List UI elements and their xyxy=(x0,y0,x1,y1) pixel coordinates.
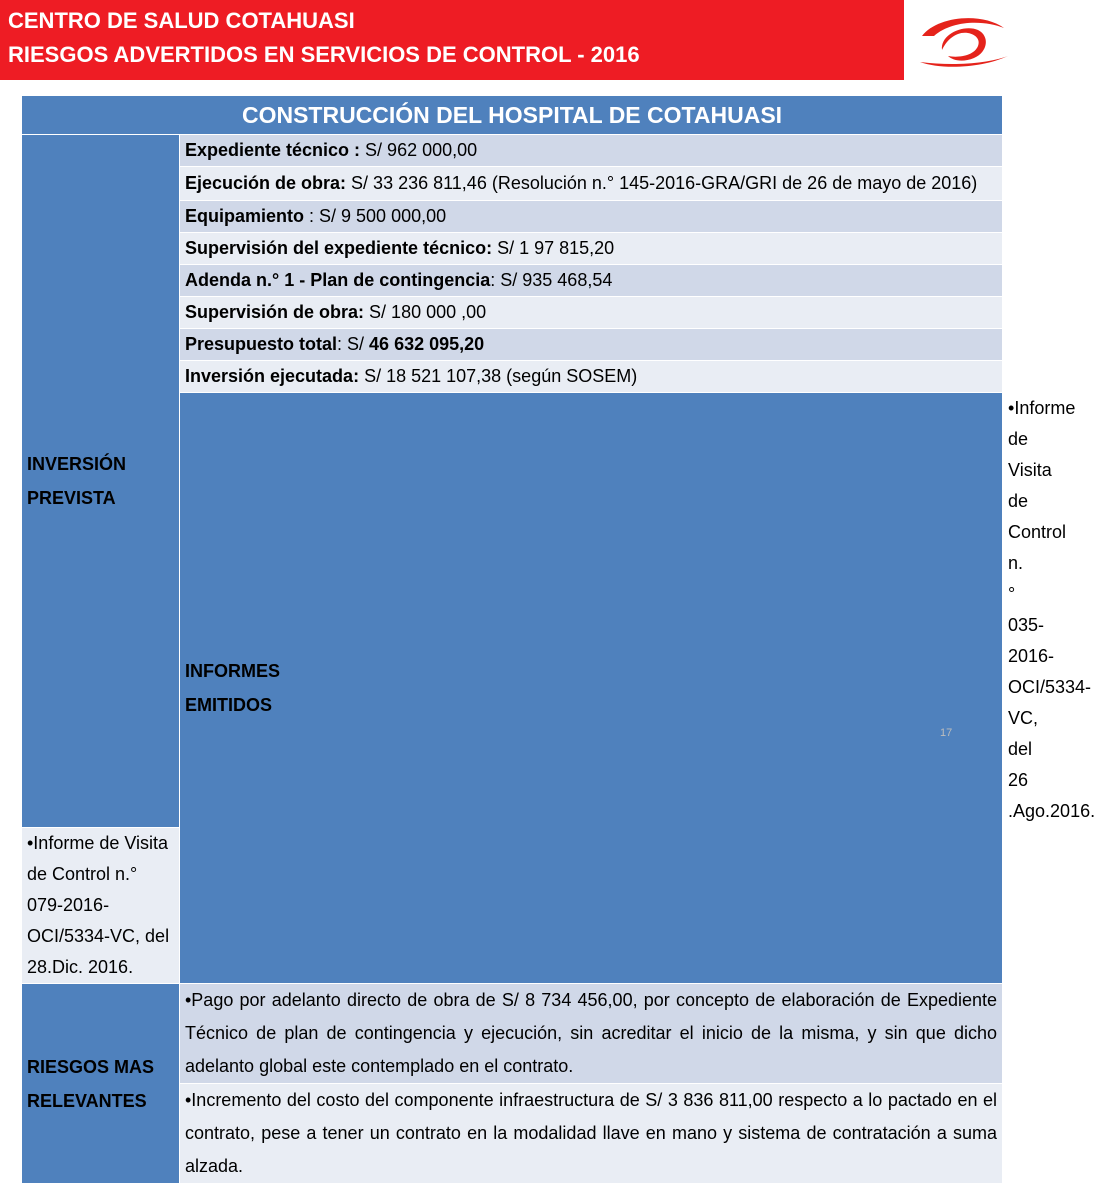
table-row: •Informe de Visita de Control n.° 079-2016-OCI/5334-VC, del 28.Dic. 2016. xyxy=(22,828,180,984)
table-row xyxy=(180,135,1003,167)
table-row: •Pago por adelanto directo de obra de S/ 8 734 456,00, por concepto de elaboración de Expediente Técnico de plan de contingencia y ejecución, sin acreditar el inicio de la misma, y sin que dicho adelanto global este contemplado en el contrato. xyxy=(180,984,1003,1084)
row-value-bold: 46 632 095,20 xyxy=(369,334,485,354)
table-row xyxy=(180,265,1003,297)
table-row: •Incremento del costo del componente infraestructura de S/ 3 836 811,00 respecto a lo pactado en el contrato, pese a tener un contrato en la modalidad llave en mano y sistema de contratación a suma alzada. xyxy=(180,1084,1003,1184)
table-row xyxy=(180,201,1003,233)
riesgos-label-line2: RELEVANTES xyxy=(27,1090,147,1111)
row-label: Ejecución de obra: xyxy=(185,173,347,193)
row-label: Presupuesto total xyxy=(185,334,338,354)
row-label: Equipamiento xyxy=(185,206,305,226)
row-value: S/ 1 97 815,20 xyxy=(492,238,615,258)
row-value: S/ 962 000,00 xyxy=(360,140,478,160)
row-value: S/ 18 521 107,38 (según SOSEM) xyxy=(359,366,638,386)
riesgos-label xyxy=(22,984,180,1184)
inversion-label-line2: PREVISTA xyxy=(27,488,116,508)
row-value: : S/ 9 500 000,00 xyxy=(304,206,447,226)
table-row xyxy=(180,233,1003,265)
informes-label xyxy=(180,393,1003,984)
header-title: CENTRO DE SALUD COTAHUASI xyxy=(8,8,355,33)
row-label: Supervisión de obra: xyxy=(185,302,365,322)
row-label: Adenda n.° 1 - Plan de contingencia xyxy=(185,270,491,290)
row-label: Supervisión del expediente técnico: xyxy=(185,238,493,258)
row-label: Inversión ejecutada: xyxy=(185,366,360,386)
table-row xyxy=(180,329,1003,361)
table-title: CONSTRUCCIÓN DEL HOSPITAL DE COTAHUASI xyxy=(22,96,1003,135)
table-row xyxy=(180,361,1003,393)
informes-label-line1: INFORMES xyxy=(185,661,281,681)
riesgos-label-line1: RIESGOS MAS xyxy=(27,1056,155,1077)
row-value: : S/ xyxy=(337,334,370,354)
header-bar xyxy=(0,0,904,80)
header-subtitle: RIESGOS ADVERTIDOS EN SERVICIOS DE CONTROL - 2016 xyxy=(8,42,640,67)
row-label: Expediente técnico : xyxy=(185,140,361,160)
swoosh-logo-icon xyxy=(912,6,1016,74)
row-value: S/ 33 236 811,46 (Resolución n.° 145-2016-GRA/GRI de 26 de mayo de 2016) xyxy=(346,173,978,193)
page-number: 17 xyxy=(940,727,953,739)
table-row xyxy=(180,167,1003,201)
inversion-label xyxy=(22,135,180,828)
informes-label-line2: EMITIDOS xyxy=(185,695,273,715)
row-value: S/ 180 000 ,00 xyxy=(364,302,487,322)
hospital-table: CONSTRUCCIÓN DEL HOSPITAL DE COTAHUASI INVERSIÓN PREVISTA Expediente técnico : S/ 962 000,00 Ejecución de obra: S/ 33 236 811,46 (Resolución n.° 145-2016-GRA/GRI de 26 de mayo de 2016) Equipamiento : S/ 9 500 000,00 Supervisión del expediente técnico: S/ 1 97 815,20 Adenda n.° 1 - Plan de contingencia: S/ 935 468,54 Supervisión de obra: S/ 180 000 ,00 Presupuesto total: S/ 46 632 095,20 Inversión ejecutada: S/ 18 521 107,38 (según SOSEM) INFORMES EMITIDOS •Informe de Visita de Control n.° 035-2016-OCI/5334-VC, del 26 .Ago.2016. •Informe de Visita de Control n.° 079-2016-OCI/5334-VC, del 28.Dic. 2016. RIESGOS MAS RELEVANTES •Pago por adelanto directo de obra de S/ 8 734 456,00, por concepto de elaboración de Expediente Técnico de plan de contingencia y ejecución, sin acreditar el inicio de la misma, y sin que dicho adelanto global este contemplado en el contrato. •Incremento del costo del componente infraestructura de S/ 3 836 811,00 respecto a lo pactado en el contrato, pese a tener un contrato en la modalidad llave en mano y sistema de contratación a suma alzada. xyxy=(21,95,1003,1184)
table-row xyxy=(180,297,1003,329)
row-value: : S/ 935 468,54 xyxy=(490,270,613,290)
inversion-label-line1: INVERSIÓN xyxy=(27,454,127,474)
